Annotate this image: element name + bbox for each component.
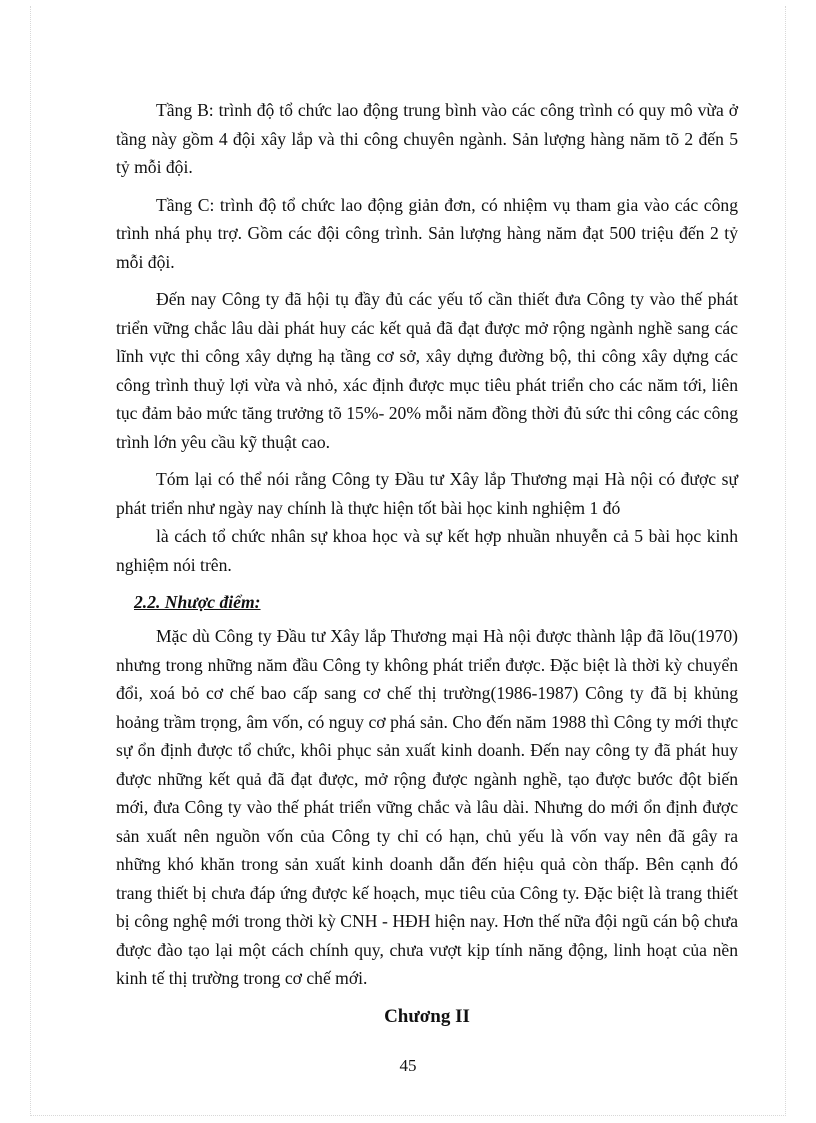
page-content [116, 96, 738, 1032]
chapter-title: Chương II [384, 1005, 470, 1027]
paragraph-development: Đến nay Công ty đã hội tụ đầy đủ các yếu tố cần thiết đưa Công ty vào thế phát triển vững chắc lâu dài phát huy các kết quả đã đạt được mở rộng ngành nghề sang các lĩnh vực thi công xây dựng hạ tầng cơ sở, xây dựng đường bộ, thi công xây dựng các công trình thuỷ lợi vừa và nhỏ, xác định được mục tiêu phát triển cho các năm tới, liên tục đảm bảo mức tăng trưởng tõ 15%- 20% mỗi năm đồng thời đủ sức thi công các công trình lớn yêu cầu kỹ thuật cao. [116, 289, 738, 452]
paragraph-summary-continued: là cách tổ chức nhân sự khoa học và sự kết hợp nhuần nhuyễn cả 5 bài học kinh nghiệm nói trên. [116, 526, 738, 575]
paragraph-summary: Tóm lại có thể nói rằng Công ty Đầu tư Xây lắp Thương mại Hà nội có được sự phát triển như ngày nay chính là thực hiện tốt bài học kinh nghiệm 1 đó [116, 469, 738, 518]
paragraph-tier-c: Tầng C: trình độ tổ chức lao động giản đơn, có nhiệm vụ tham gia vào các công trình nhá phụ trợ. Gồm các đội công trình. Sản lượng hàng năm đạt 500 triệu đến 2 tỷ mỗi đội. [116, 194, 738, 272]
paragraph-tier-b: Tầng B: trình độ tổ chức lao động trung bình vào các công trình có quy mô vừa ở tầng này gồm 4 đội xây lắp và thi công chuyên ngành. Sản lượng hàng năm tõ 2 đến 5 tỷ mỗi đội. [116, 100, 738, 177]
section-heading-weaknesses: 2.2. Nhược điểm: [134, 592, 261, 612]
paragraph-weaknesses: Mặc dù Công ty Đầu tư Xây lắp Thương mại Hà nội được thành lập đã lõu(1970) nhưng trong những năm đầu Công ty không phát triển được. Đặc biệt là thời kỳ chuyển đổi, xoá bỏ cơ chế bao cấp sang cơ chế thị trường(1986-1987) Công ty đã bị khủng hoảng trầm trọng, âm vốn, có nguy cơ phá sản. Cho đến năm 1988 thì Công ty mới thực sự ổn định được tổ chức, khôi phục sản xuất kinh doanh. Đến nay công ty đã phát huy được những kết quả đã đạt được, mở rộng được ngành nghề, tạo được bước đột biến mới, đưa Công ty vào thế phát triển vững chắc và lâu dài. Nhưng do mới ổn định được sản xuất nên nguồn vốn của Công ty chỉ có hạn, chủ yếu là vốn vay nên đã gây ra những khó khăn trong sản xuất kinh doanh dẫn đến hiệu quả còn thấp. Bên cạnh đó trang thiết bị chưa đáp ứng được kế hoạch, mục tiêu của Công ty. Đặc biệt là trang thiết bị công nghệ mới trong thời kỳ CNH - HĐH hiện nay. Hơn thế nữa đội ngũ cán bộ chưa được đào tạo lại một cách chính quy, chưa vượt kịp tính năng động, linh hoạt của nền kinh tế thị trường trong cơ chế mới. [116, 626, 738, 988]
page-number: 45 [399, 1056, 417, 1075]
